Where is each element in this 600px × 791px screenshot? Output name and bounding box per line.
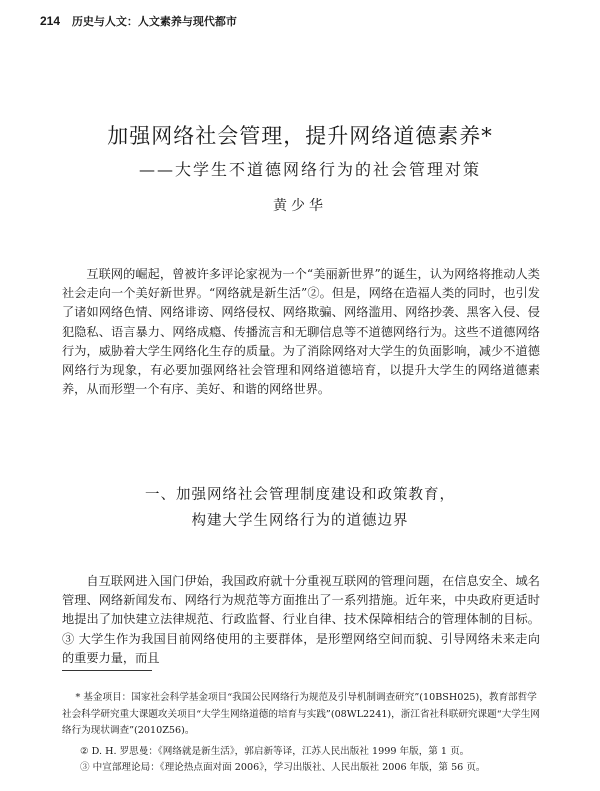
running-title: 历史与人文：人文素养与现代都市 xyxy=(71,15,237,28)
section-heading-line1: 一、加强网络社会管理制度建设和政策教育， xyxy=(145,487,455,503)
running-header xyxy=(40,13,560,29)
page-number: 214 xyxy=(40,14,61,28)
section-heading-line2: 构建大学生网络行为的道德边界 xyxy=(191,513,409,529)
footnote-3: ③ 中宣部理论局：《理论热点面对面 2006》，学习出版社、人民出版社 2006 年版，第 56 页。 xyxy=(80,762,486,773)
intro-paragraph: 互联网的崛起，曾被许多评论家视为一个“美丽新世界”的诞生，认为网络将推动人类社会走向一个美好新世界。“网络就是新生活”②。但是，网络在造福人类的同时，也引发了诸如网络色情、网络诽谤、网络侵权、网络欺骗、网络滥用、网络抄袭、黑客入侵、侵犯隐私、语言暴力、网络成瘾、传播流言和无聊信息等不道德网络行为。这些不道德网络行为，威胁着大学生网络化生存的质量。为了消除网络对大学生的负面影响，减少不道德网络行为现象，有必要加强网络社会管理和网络道德培育，以提升大学生的网络道德素养，从而形塑一个有序、美好、和谐的网络世界。 xyxy=(62,267,540,397)
section-heading xyxy=(0,482,600,534)
author-name: 黄少华 xyxy=(273,198,327,214)
article-title: 加强网络社会管理，提升网络道德素养* xyxy=(107,124,493,148)
article-subtitle: ——大学生不道德网络行为的社会管理对策 xyxy=(138,160,481,179)
footnote-separator xyxy=(62,670,152,671)
footnote-funding: * 基金项目：国家社会科学基金项目“我国公民网络行为规范及引导机制调查研究”(10BSH025)，教育部哲学社会科学研究重大课题攻关项目“大学生网络道德的培育与实践”(08WL2241)，浙江省社科联研究课题“大学生网络行为现状调查”(2010Z56)。 xyxy=(62,692,540,736)
footnotes xyxy=(62,690,542,777)
body-paragraph: 自互联网进入国门伊始，我国政府就十分重视互联网的管理问题，在信息安全、域名管理、网络新闻发布、网络行为规范等方面推出了一系列措施。近年来，中央政府更适时地提出了加快建立法律规范、行政监督、行业自律、技术保障相结合的管理体制的目标。③ 大学生作为我国目前网络使用的主要群体，是形塑网络空间而貌、引导网络未来走向的重要力量，而且 xyxy=(62,574,540,665)
footnote-2: ② D. H. 罗思曼：《网络就是新生活》，郭启新等译，江苏人民出版社 1999 年版，第 1 页。 xyxy=(80,745,470,757)
